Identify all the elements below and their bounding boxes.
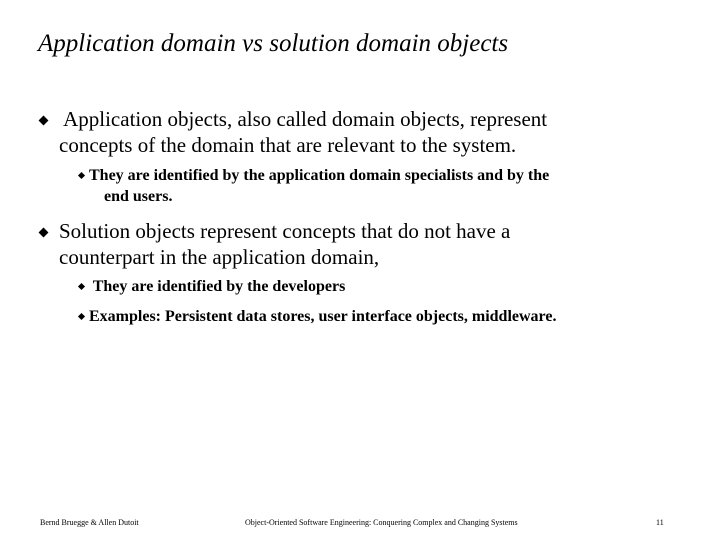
bullet-2-line-1: Solution objects represent concepts that do not have a (59, 219, 511, 243)
sub-bullet-2-2: Examples: Persistent data stores, user interface objects, middleware. (89, 308, 557, 325)
sub-bullet-diamond-icon (78, 172, 85, 179)
footer-authors: Bernd Bruegge & Allen Dutoit (40, 518, 139, 527)
sub-bullet-diamond-icon (78, 283, 85, 290)
bullet-diamond-icon (39, 116, 49, 126)
sub-bullet-1-1 (89, 165, 720, 207)
sub-bullet-diamond-icon (78, 313, 85, 320)
bullet-1-line-2: concepts of the domain that are relevant to the system. (59, 133, 517, 157)
bullet-1 (59, 106, 699, 158)
bullet-2-line-2: counterpart in the application domain, (59, 245, 380, 269)
footer-page-number: 11 (656, 518, 664, 527)
bullet-1-line-1: Application objects, also called domain objects, represent (59, 107, 548, 131)
bullet-2 (59, 218, 699, 270)
slide-title: Application domain vs solution domain objects (38, 30, 509, 57)
sub-bullet-1-1-line-1: They are identified by the application domain specialists and by the (89, 167, 550, 184)
sub-bullet-1-1-line-2: end users. (104, 188, 173, 205)
sub-bullet-2-1: They are identified by the developers (89, 278, 346, 295)
footer-book-title: Object-Oriented Software Engineering: Conquering Complex and Changing Systems (245, 518, 518, 527)
bullet-diamond-icon (39, 228, 49, 238)
